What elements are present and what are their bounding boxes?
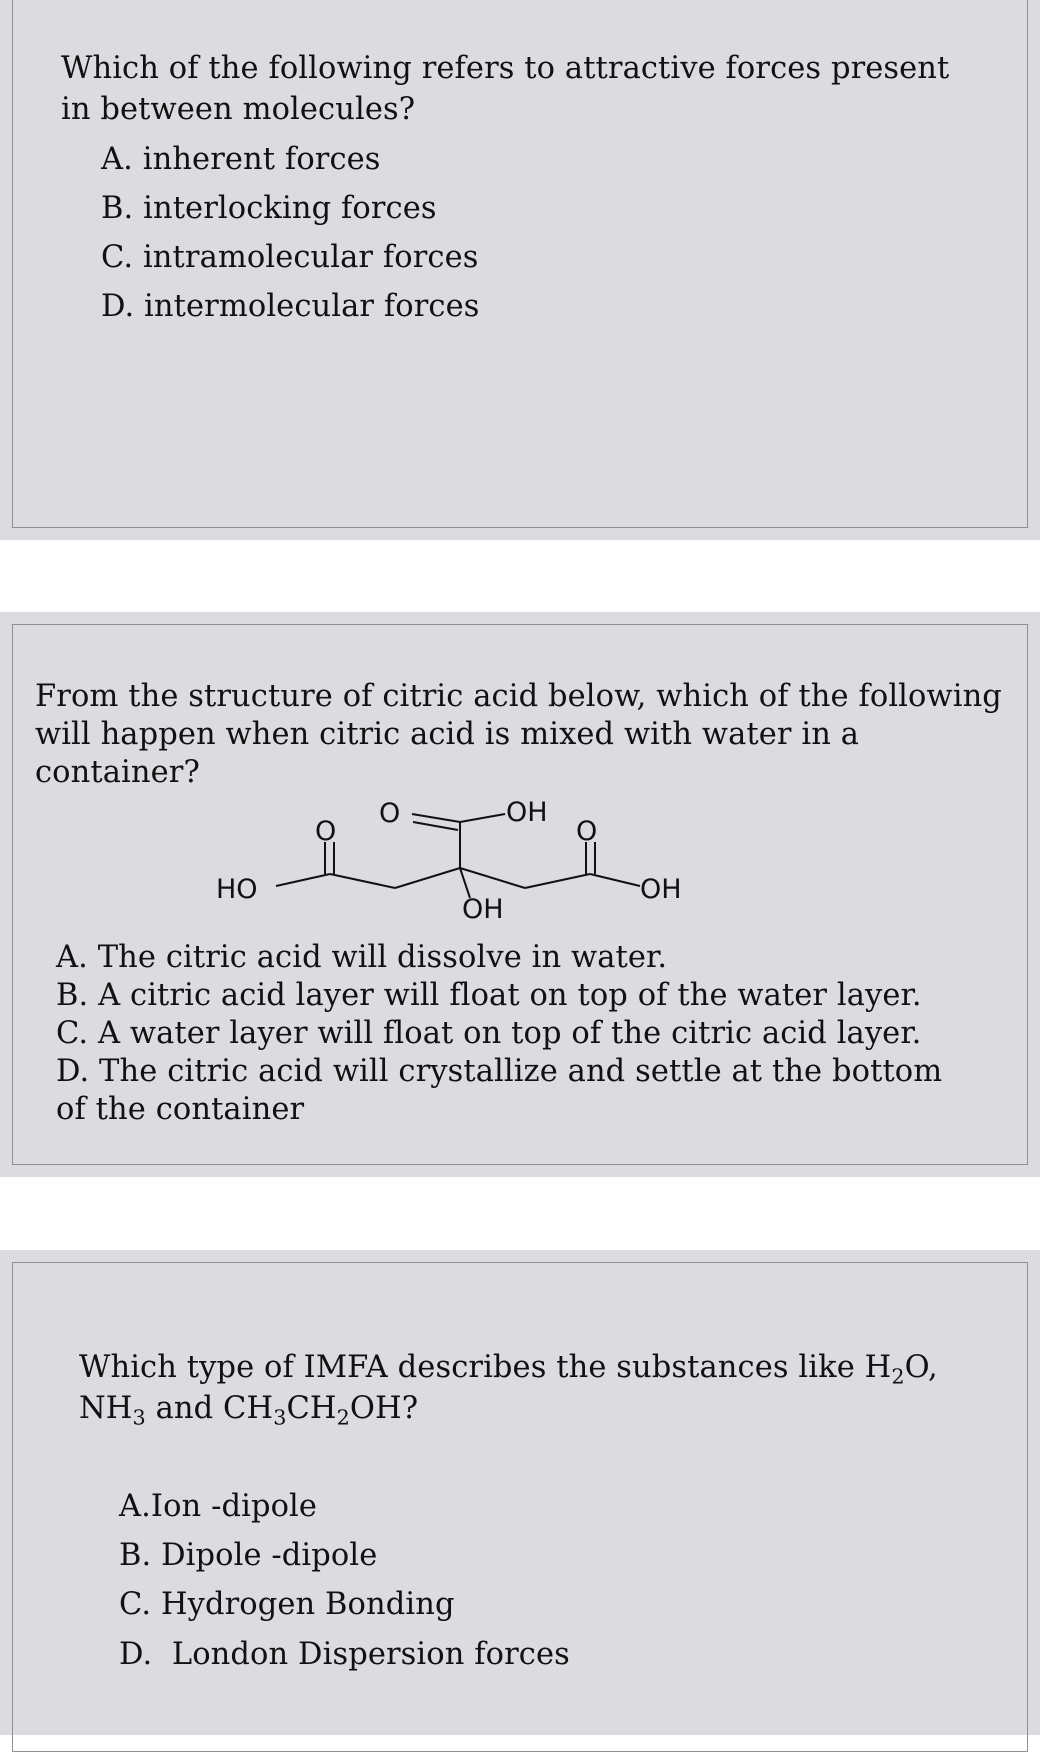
structure-label-oh-top: OH: [506, 797, 548, 828]
structure-label-oxygen-top: O: [379, 798, 401, 829]
question-2-stem-line-3: container?: [35, 755, 200, 790]
question-2-option-b[interactable]: B. A citric acid layer will float on top of the water layer.: [56, 978, 922, 1013]
question-2-option-d[interactable]: D. The citric acid will crystallize and settle at the bottom: [56, 1054, 943, 1089]
question-3-option-b[interactable]: B. Dipole -dipole: [119, 1538, 378, 1573]
question-3-option-c[interactable]: C. Hydrogen Bonding: [119, 1587, 455, 1622]
structure-label-oh-right: OH: [640, 874, 682, 905]
question-1-option-d[interactable]: D. intermolecular forces: [101, 289, 480, 324]
bond: [590, 874, 640, 886]
bond: [412, 814, 460, 822]
question-2-stem-line-1: From the structure of citric acid below, which of the following: [35, 679, 1002, 714]
question-1-stem-line-1: Which of the following refers to attractive forces present: [61, 51, 950, 86]
bond: [330, 874, 395, 888]
question-1-option-b[interactable]: B. interlocking forces: [101, 191, 437, 226]
question-2-option-c[interactable]: C. A water layer will float on top of the citric acid layer.: [56, 1016, 922, 1051]
bond: [460, 868, 525, 888]
question-1-option-c[interactable]: C. intramolecular forces: [101, 240, 479, 275]
question-1-option-a[interactable]: A. inherent forces: [101, 142, 381, 177]
bond: [525, 874, 590, 888]
question-2-stem-line-2: will happen when citric acid is mixed with water in a: [35, 717, 860, 752]
structure-label-oxygen-right: O: [576, 816, 598, 847]
question-2-option-d-continued: of the container: [56, 1092, 305, 1127]
bond: [460, 814, 505, 822]
structure-label-oxygen-left: O: [315, 816, 337, 847]
structure-label-ho-left: HO: [216, 874, 258, 905]
question-1-stem-line-2: in between molecules?: [61, 92, 416, 127]
question-3-stem-line-1: Which type of IMFA describes the substances like $H_2O$,: [79, 1350, 938, 1389]
bond: [413, 822, 458, 830]
question-3-stem-line-2: $NH_3$ and $CH_3CH_2OH$?: [79, 1391, 419, 1430]
bond: [276, 874, 330, 886]
structure-label-oh-bottom: OH: [462, 894, 504, 925]
question-3-option-a[interactable]: A.Ion -dipole: [119, 1489, 318, 1524]
question-2-option-a[interactable]: A. The citric acid will dissolve in water.: [56, 940, 668, 975]
bond: [395, 868, 460, 888]
question-3-option-d[interactable]: D. London Dispersion forces: [119, 1637, 570, 1672]
